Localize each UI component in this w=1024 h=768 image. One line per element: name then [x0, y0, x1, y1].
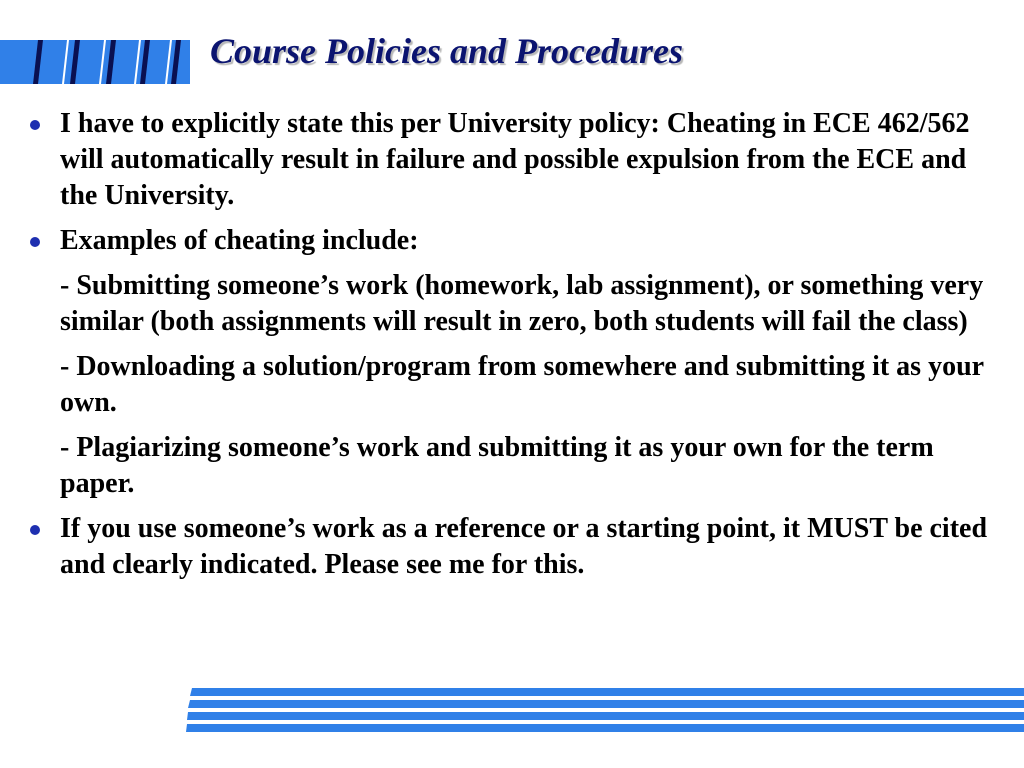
bullet-dot-icon [30, 525, 40, 535]
bullet-text: I have to explicitly state this per University policy: Cheating in ECE 462/562 will automatically result in failure and possible expulsion from the ECE and the University. [60, 108, 970, 211]
horizontal-stripes-icon [186, 688, 1024, 732]
sub-item [60, 349, 1010, 421]
sub-item-text: - Downloading a solution/program from somewhere and submitting it as your own. [60, 351, 984, 418]
sub-item [60, 430, 1010, 502]
bullet-dot-icon [30, 237, 40, 247]
sub-item-text: - Submitting someone’s work (homework, lab assignment), or something very similar (both assignments will result in zero, both students will fail the class) [60, 270, 984, 337]
sub-item [60, 268, 1010, 340]
bullet-text: Examples of cheating include: [60, 225, 419, 256]
bullet-item [60, 223, 1010, 259]
striped-bars-icon [0, 40, 190, 84]
bullet-text: If you use someone’s work as a reference or a starting point, it MUST be cited and clearly indicated. Please see me for this. [60, 513, 988, 580]
bullet-dot-icon [30, 120, 40, 130]
sub-item-text: - Plagiarizing someone’s work and submitting it as your own for the term paper. [60, 432, 934, 499]
slide-title: Course Policies and Procedures [210, 31, 683, 71]
bullet-item [60, 106, 1010, 214]
bullet-item [60, 511, 1010, 583]
slide-body [60, 106, 1010, 592]
